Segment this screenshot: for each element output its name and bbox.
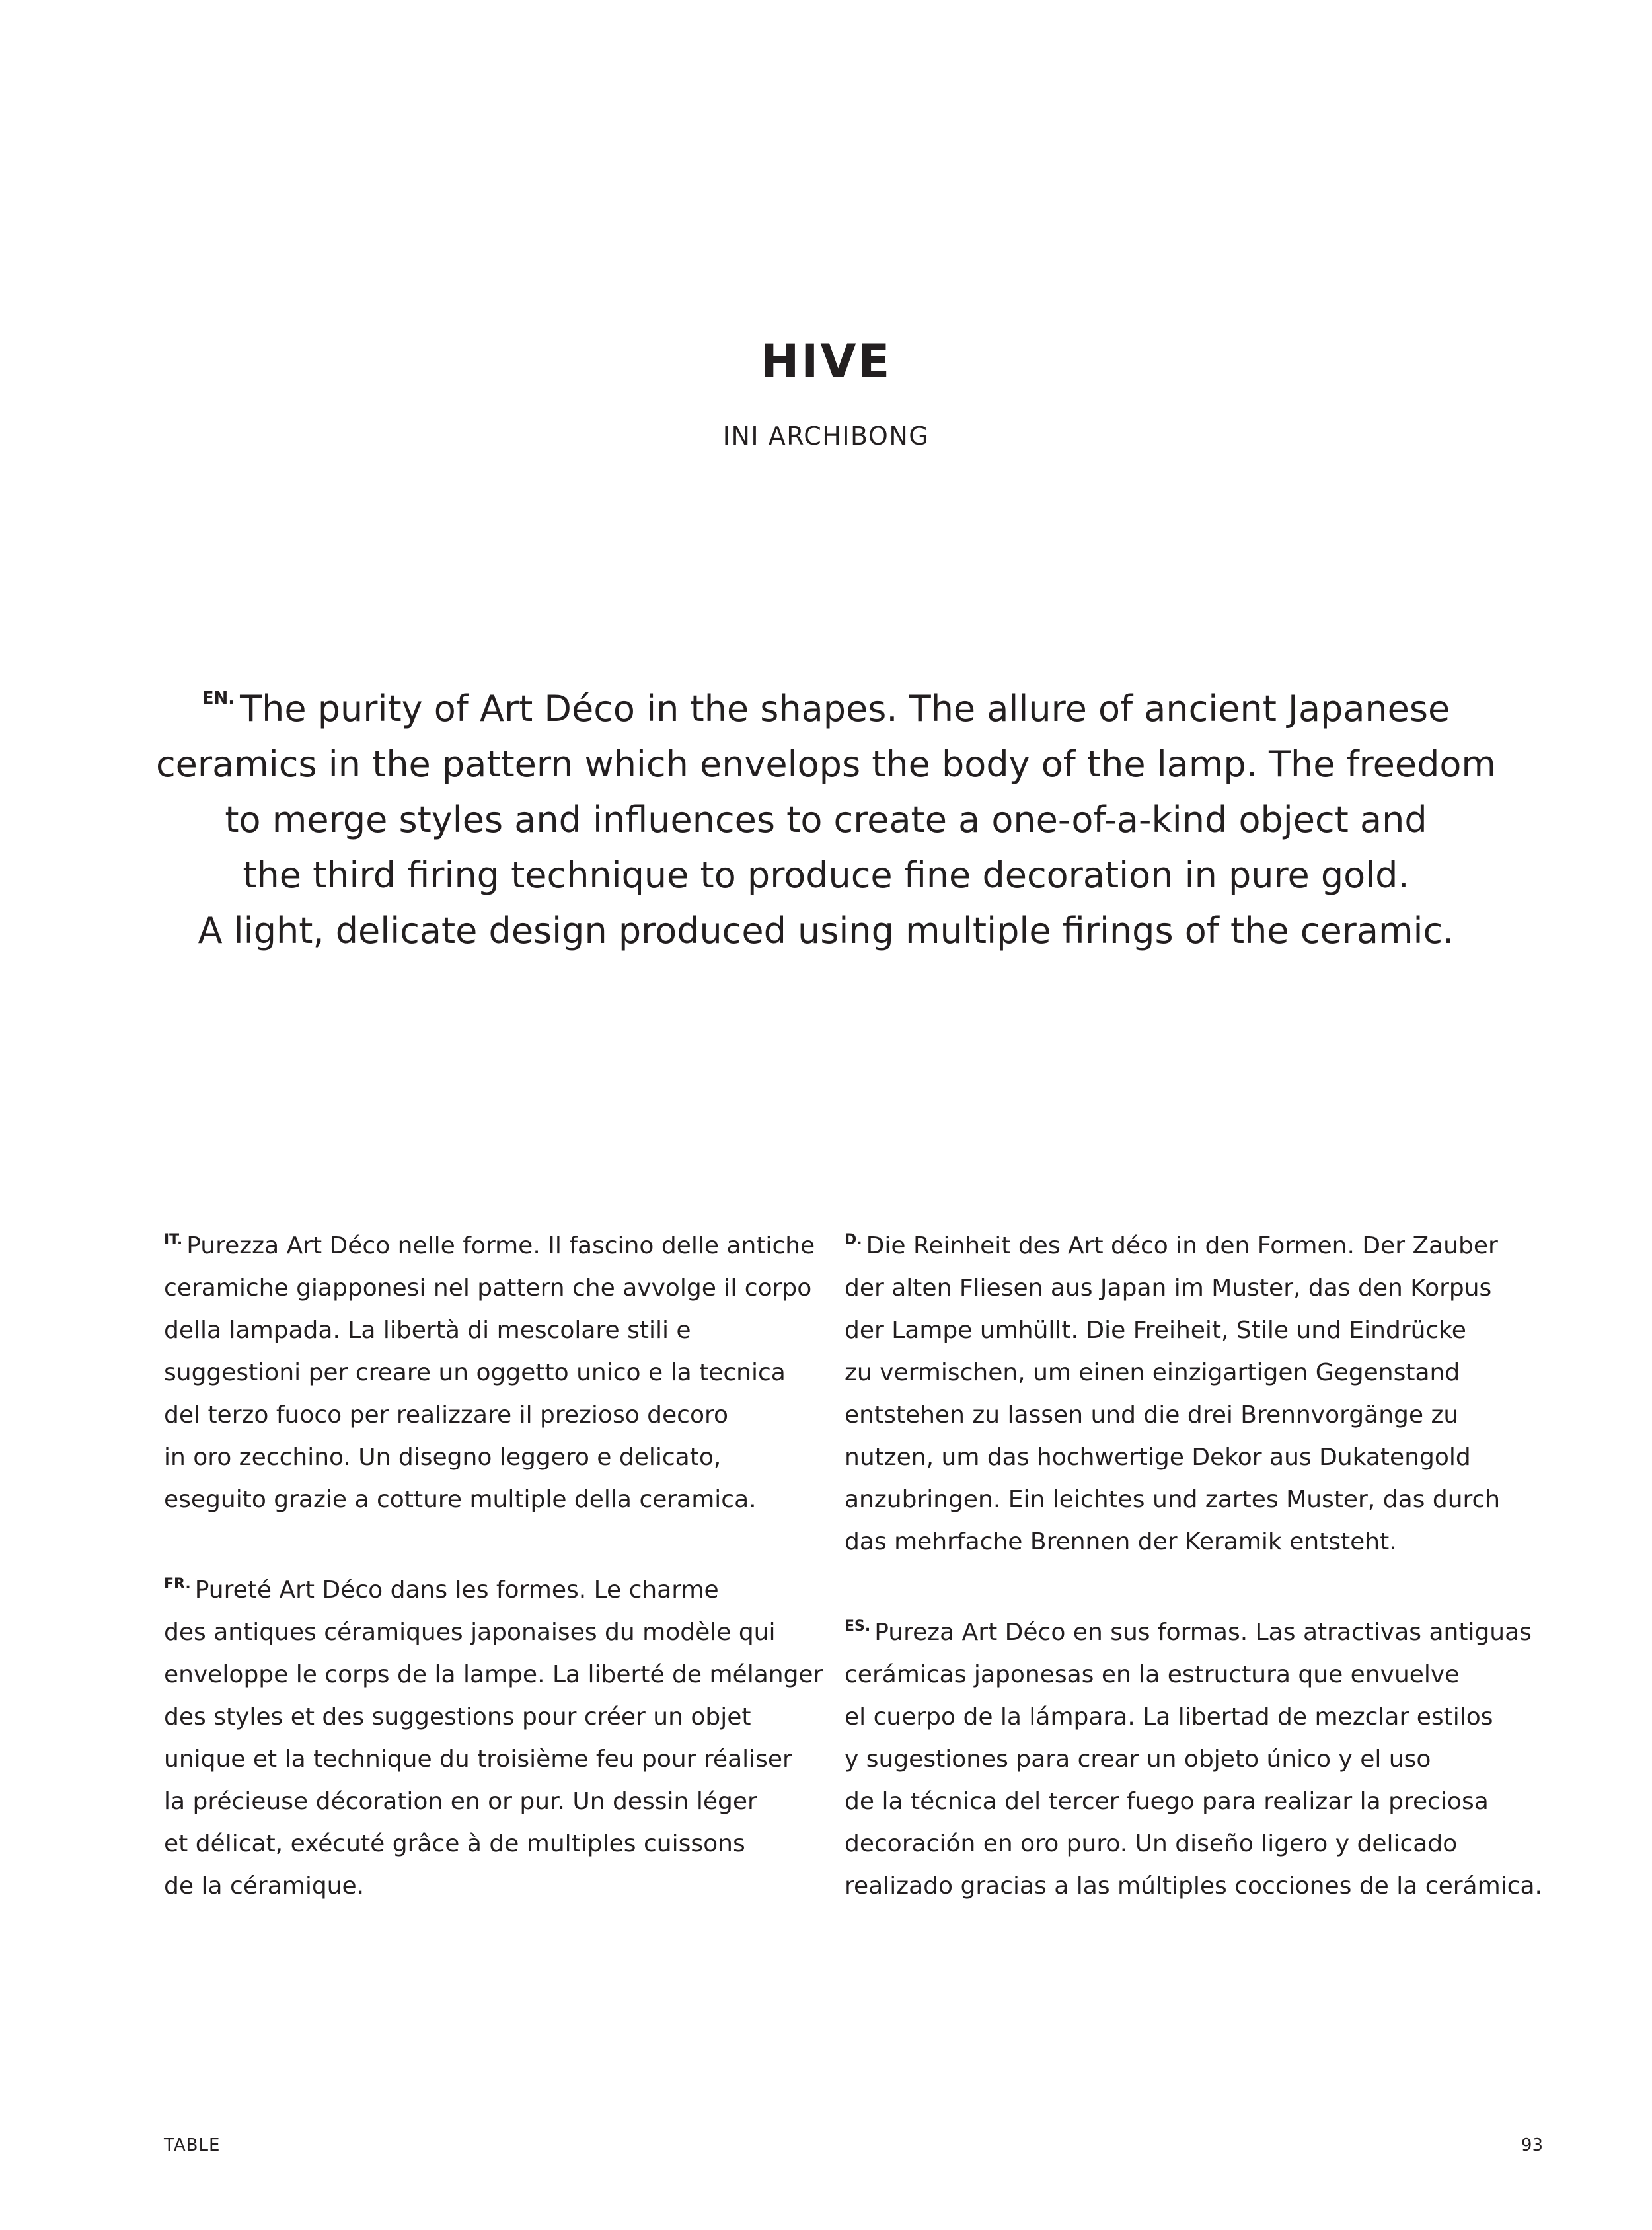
paragraph-line: de la técnica del tercer fuego para realizar la preciosa — [845, 1788, 1489, 1815]
product-title: HIVE — [760, 334, 892, 389]
paragraph-line: entstehen zu lassen und die drei Brennvorgänge zu — [845, 1401, 1459, 1429]
language-tag-es: ES. — [845, 1618, 871, 1635]
paragraph-line: decoración en oro puro. Un diseño ligero y delicado — [845, 1830, 1458, 1857]
paragraph-line: eseguito grazie a cotture multiple della ceramica. — [164, 1486, 757, 1513]
paragraph-line: Pureté Art Déco dans les formes. Le charme — [194, 1577, 719, 1604]
paragraph-line: des styles et des suggestions pour créer un objet — [164, 1703, 751, 1730]
footer-section-label: TABLE — [164, 2136, 221, 2155]
paragraph-line: de la céramique. — [164, 1873, 365, 1900]
paragraph-line: der Lampe umhüllt. Die Freiheit, Stile und Eindrücke — [845, 1317, 1466, 1344]
paragraph-line: nutzen, um das hochwertige Dekor aus Dukatengold — [845, 1444, 1471, 1471]
paragraph-line: y sugestiones para crear un objeto único y el uso — [845, 1746, 1431, 1773]
paragraph-line: realizado gracias a las múltiples cocciones de la cerámica. — [845, 1873, 1542, 1900]
intro-line: to merge styles and influences to create a one-of-a-kind object and — [225, 799, 1427, 840]
right-column — [845, 1219, 1542, 1950]
paragraph-line: Die Reinheit des Art déco in den Formen. Der Zauber — [866, 1232, 1498, 1259]
paragraph-line: des antiques céramiques japonaises du modèle qui — [164, 1619, 776, 1646]
paragraph-line: enveloppe le corps de la lampe. La liberté de mélanger — [164, 1661, 823, 1688]
intro-paragraph-en — [132, 671, 1520, 959]
page-number: 93 — [1521, 2136, 1543, 2155]
paragraph-line: et délicat, exécuté grâce à de multiples cuissons — [164, 1830, 745, 1857]
left-column — [164, 1219, 858, 1950]
paragraph-line: das mehrfache Brennen der Keramik entsteht. — [845, 1528, 1397, 1555]
paragraph-line: del terzo fuoco per realizzare il prezioso decoro — [164, 1401, 729, 1429]
language-tag-it: IT. — [164, 1232, 183, 1248]
paragraph-line: la précieuse décoration en or pur. Un dessin léger — [164, 1788, 757, 1815]
paragraph-line: ceramiche giapponesi nel pattern che avvolge il corpo — [164, 1275, 812, 1302]
paragraph-line: in oro zecchino. Un disegno leggero e delicato, — [164, 1444, 722, 1471]
paragraph-line: della lampada. La libertà di mescolare stili e — [164, 1317, 691, 1344]
paragraph-line: cerámicas japonesas en la estructura que envuelve — [845, 1661, 1460, 1688]
paragraph-line: unique et la technique du troisième feu pour réaliser — [164, 1746, 792, 1773]
paragraph-es — [845, 1606, 1542, 1908]
designer-name: INI ARCHIBONG — [722, 422, 930, 451]
paragraph-it — [164, 1219, 858, 1521]
intro-line: the third firing technique to produce fine decoration in pure gold. — [243, 854, 1409, 896]
paragraph-line: zu vermischen, um einen einzigartigen Gegenstand — [845, 1359, 1460, 1386]
language-tag-fr: FR. — [164, 1576, 191, 1592]
paragraph-line: suggestioni per creare un oggetto unico e la tecnica — [164, 1359, 786, 1386]
intro-line: A light, delicate design produced using multiple firings of the ceramic. — [198, 910, 1454, 951]
paragraph-line: Pureza Art Déco en sus formas. Las atractivas antiguas — [874, 1619, 1532, 1646]
paragraph-line: anzubringen. Ein leichtes und zartes Muster, das durch — [845, 1486, 1501, 1513]
language-tag-d: D. — [845, 1232, 862, 1248]
paragraph-line: der alten Fliesen aus Japan im Muster, das den Korpus — [845, 1275, 1492, 1302]
paragraph-d — [845, 1219, 1538, 1563]
intro-line: ceramics in the pattern which envelops the body of the lamp. The freedom — [155, 743, 1497, 785]
paragraph-line: Purezza Art Déco nelle forme. Il fascino delle antiche — [186, 1232, 815, 1259]
intro-line: The purity of Art Déco in the shapes. The allure of ancient Japanese — [240, 688, 1450, 729]
paragraph-line: el cuerpo de la lámpara. La libertad de mezclar estilos — [845, 1703, 1493, 1730]
language-tag-en: EN. — [202, 688, 235, 708]
paragraph-fr — [164, 1563, 858, 1908]
